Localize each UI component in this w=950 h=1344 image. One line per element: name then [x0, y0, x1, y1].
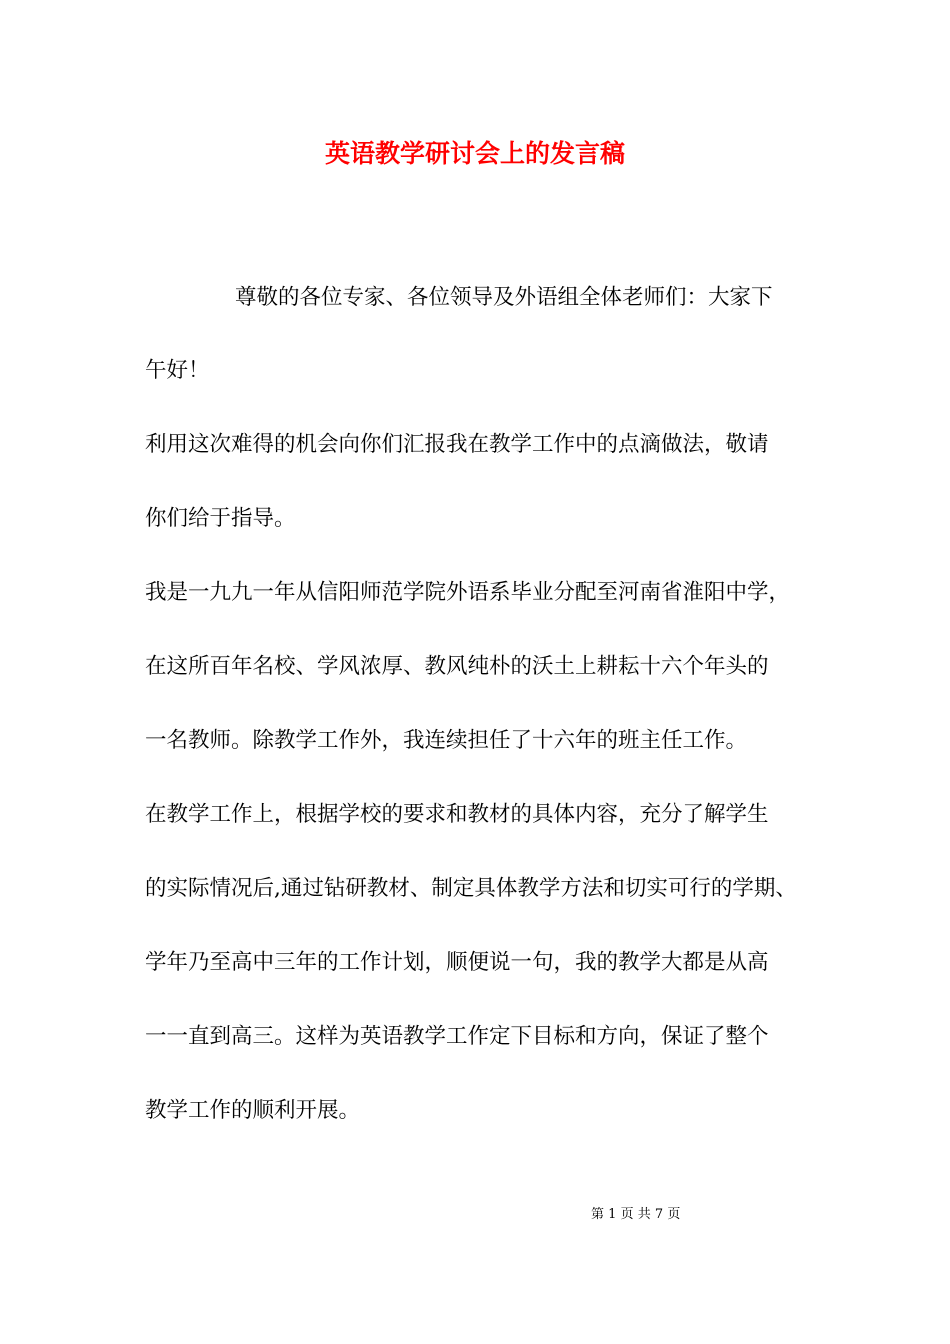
paragraph-line: 在教学工作上，根据学校的要求和教材的具体内容，充分了解学生	[145, 802, 769, 827]
document-title: 英语教学研讨会上的发言稿	[324, 139, 625, 168]
footer-total-label: 共	[637, 1207, 651, 1222]
paragraph-line: 学年乃至高中三年的工作计划，顺便说一句，我的教学大都是从高	[145, 950, 769, 975]
footer-suffix: 页	[667, 1207, 681, 1222]
page-footer	[591, 1206, 680, 1224]
paragraph-line: 我是一九九一年从信阳师范学院外语系毕业分配至河南省淮阳中学，	[145, 580, 791, 605]
paragraph-line: 利用这次难得的机会向你们汇报我在教学工作中的点滴做法，敬请	[145, 432, 769, 457]
footer-page-label: 页	[620, 1207, 634, 1222]
paragraph-line: 尊敬的各位专家、各位领导及外语组全体老师们：大家下	[235, 285, 773, 310]
footer-prefix: 第	[591, 1207, 605, 1222]
footer-current-page: 1	[608, 1207, 617, 1222]
footer-total-pages: 7	[654, 1207, 664, 1222]
paragraph-line: 教学工作的顺利开展。	[145, 1098, 361, 1123]
paragraph-line: 一名教师。除教学工作外，我连续担任了十六年的班主任工作。	[145, 728, 748, 753]
paragraph-line: 你们给于指导。	[145, 506, 296, 531]
paragraph-line: 一一直到高三。这样为英语教学工作定下目标和方向，保证了整个	[145, 1024, 769, 1049]
paragraph-line: 在这所百年名校、学风浓厚、教风纯朴的沃土上耕耘十六个年头的	[145, 654, 769, 679]
paragraph-line: 午好！	[145, 358, 210, 383]
paragraph-line: 的实际情况后,通过钻研教材、制定具体教学方法和切实可行的学期、	[145, 876, 797, 901]
